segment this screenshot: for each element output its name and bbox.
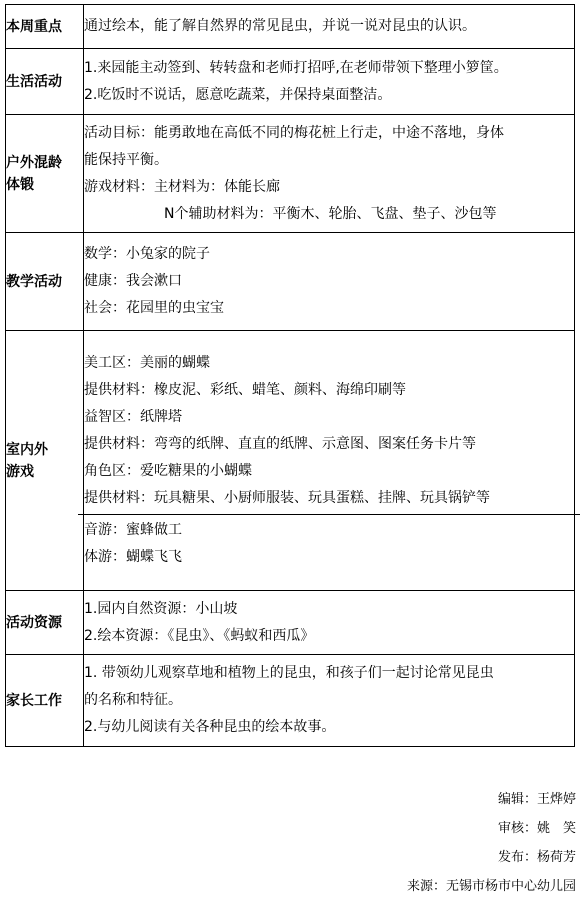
row-label-teaching: 教学活动	[6, 233, 84, 331]
indoor-games	[84, 350, 574, 512]
content-line: 美工区：美丽的蝴蝶	[84, 355, 210, 371]
content-line: 2.绘本资源：《昆虫》、《蚂蚁和西瓜》	[84, 627, 315, 644]
row-label-outdoor-exercise	[6, 115, 84, 233]
row-label-daily-life: 生活活动	[6, 49, 84, 115]
label-line: 户外混龄	[6, 154, 62, 171]
content-line: 益智区：纸牌塔	[84, 409, 182, 425]
content-line: N个辅助材料为：平衡木、轮胎、飞盘、垫子、沙包等	[164, 205, 497, 222]
content-line: 2.与幼儿阅读有关各种昆虫的绘本故事。	[84, 719, 336, 735]
row-parent-work	[6, 655, 575, 747]
weekly-plan-table	[5, 4, 575, 747]
content-line: 社会：花园里的虫宝宝	[84, 300, 224, 316]
source-credit: 来源：无锡市杨市中心幼儿园	[406, 879, 576, 894]
content-line: 提供材料：橡皮泥、彩纸、蜡笔、颜料、海绵印刷等	[84, 382, 406, 398]
label-line: 体锻	[6, 176, 34, 193]
row-content-outdoor-exercise	[84, 115, 575, 233]
row-resources	[6, 591, 575, 655]
row-content-weekly-focus	[84, 5, 575, 49]
content-line: 1.园内自然资源：小山坡	[84, 600, 238, 617]
content-line: 游戏材料：主材料为：体能长廊	[84, 178, 280, 195]
reviewer-credit: 审核：姚 笑	[497, 821, 576, 836]
row-outdoor-exercise	[6, 115, 575, 233]
row-content-parent-work	[84, 655, 575, 747]
content-line: 1.来园能主动签到、转转盘和老师打招呼,在老师带领下整理小箩筐。	[84, 59, 508, 76]
row-label-resources: 活动资源	[6, 591, 84, 655]
row-content-daily-life	[84, 49, 575, 115]
content-line: 健康：我会漱口	[84, 273, 182, 289]
content-line: 体游：蝴蝶飞飞	[84, 549, 182, 565]
content-line: 能保持平衡。	[84, 151, 168, 168]
row-daily-life	[6, 49, 575, 115]
row-weekly-focus	[6, 5, 575, 49]
content-line: 2.吃饭时不说话，愿意吃蔬菜，并保持桌面整洁。	[84, 86, 392, 103]
content-line: 通过绘本，能了解自然界的常见昆虫，并说一说对昆虫的认识。	[84, 18, 476, 34]
content-line: 提供材料：弯弯的纸牌、直直的纸牌、示意图、图案任务卡片等	[84, 436, 476, 452]
row-content-resources	[84, 591, 575, 655]
label-line: 游戏	[6, 463, 34, 480]
content-line: 活动目标：能勇敢地在高低不同的梅花桩上行走，中途不落地，身体	[84, 124, 504, 141]
row-games	[6, 331, 575, 591]
content-line: 1. 带领幼儿观察草地和植物上的昆虫，和孩子们一起讨论常见昆虫	[84, 665, 494, 681]
outdoor-games	[78, 514, 580, 571]
row-label-games	[6, 331, 84, 591]
content-line: 数学：小兔家的院子	[84, 246, 210, 262]
editor-credit: 编辑：王烨婷	[497, 792, 576, 807]
row-teaching	[6, 233, 575, 331]
credits-footer	[276, 785, 576, 901]
publisher-credit: 发布：杨荷芳	[497, 850, 576, 865]
label-line: 室内外	[6, 441, 48, 458]
row-content-games	[84, 331, 575, 591]
content-line: 的名称和特征。	[84, 692, 182, 708]
content-line: 角色区：爱吃糖果的小蝴蝶	[84, 463, 252, 479]
row-label-weekly-focus: 本周重点	[6, 5, 84, 49]
content-line: 提供材料：玩具糖果、小厨师服装、玩具蛋糕、挂牌、玩具锅铲等	[84, 490, 490, 506]
row-content-teaching	[84, 233, 575, 331]
content-line: 音游：蜜蜂做工	[84, 522, 182, 538]
row-label-parent-work: 家长工作	[6, 655, 84, 747]
